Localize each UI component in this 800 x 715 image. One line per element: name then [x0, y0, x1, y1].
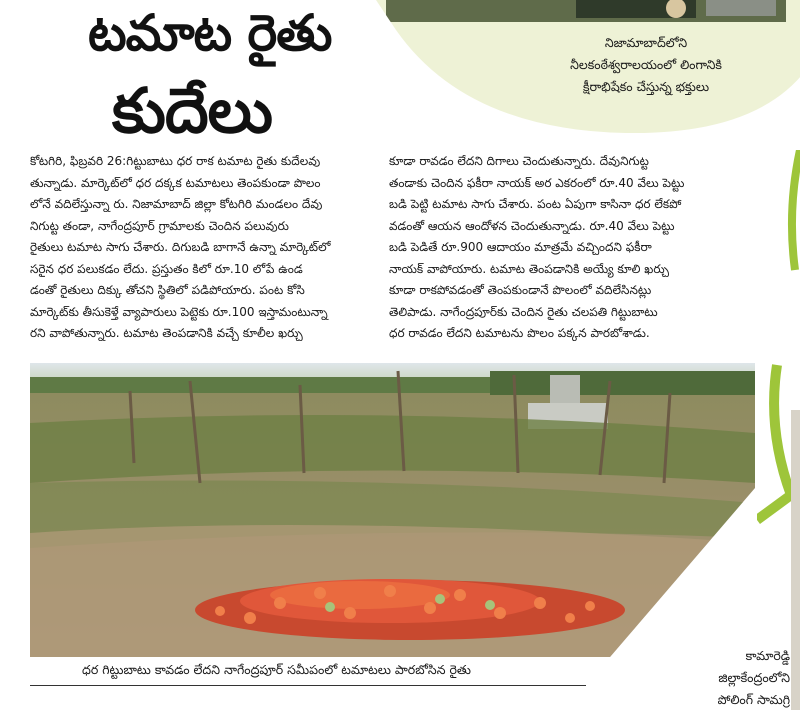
- caption-divider: [30, 685, 586, 686]
- side-caption-line-2: జిల్లాకేంద్రంలోని: [718, 670, 790, 685]
- article-line: తెలిపాడు. నాగేంద్రపూర్‌కు చెందిన రైతు చలపతి గిట్టుబాటు: [389, 304, 658, 319]
- side-caption: [640, 645, 790, 711]
- article-column-left: [30, 151, 383, 345]
- headline: [14, 0, 394, 150]
- article-line: తండాకు చెందిన ఫకీరా నాయక్ అర ఎకరంలో రూ.40 వేలు పెట్టు: [389, 175, 685, 190]
- adjacent-article-edge: [757, 150, 800, 711]
- main-photo: [30, 363, 755, 657]
- green-accent-curve: [757, 150, 800, 711]
- article-line: డంతో రైతులు దిక్కు తోచని స్థితిలో పడిపోయారు. పంట కోసి: [30, 283, 305, 297]
- article-line: కూడా రాకపోవడంతో తెంపకుండానే పొలంలో వదిలేసినట్లు: [389, 283, 652, 297]
- article-line: రైతులు టమాట సాగు చేశారు. దిగుబడి బాగానే ఉన్నా మార్కెట్‌లో: [30, 240, 331, 254]
- tomato-field-photo: [30, 363, 755, 657]
- inset-photo-block: [376, 0, 800, 135]
- article-line: బడి పెట్టి టమాట సాగు చేశారు. పంట ఏపుగా కాసినా ధర లేకపో: [389, 197, 682, 211]
- article-line: బడి పెడితే రూ.900 ఆదాయం మాత్రమే వచ్చిందని ఫకీరా: [389, 240, 652, 254]
- article-line: కూడా రావడం లేదని దిగాలు చెందుతున్నారు. దేవునిగుట్ట: [389, 154, 649, 168]
- article-column-right: [389, 151, 741, 345]
- inset-caption-line-2: నీలకంఠేశ్వరాలయంలో లింగానికి: [570, 57, 722, 72]
- side-caption-line-1: కామారెడ్డి: [745, 648, 790, 663]
- article-line: కోటగిరి, ఫిబ్రవరి 26:గిట్టుబాటు ధర రాక టమాట రైతు కుదేలవు: [30, 154, 321, 168]
- side-caption-line-3: పోలింగ్ సామగ్రి: [717, 692, 790, 707]
- photo-caption: ధర గిట్టుబాటు కావడం లేదని నాగేంద్రపూర్ సమీపంలో టమాటలు పారబోసిన రైతు: [82, 662, 471, 677]
- article-line: ధర రావడం లేదని టమాటను పొలం పక్కన పారబోశాడు.: [389, 326, 650, 340]
- headline-line-2: కుదేలు: [112, 74, 272, 147]
- inset-caption-line-3: క్షీరాభిషేకం చేస్తున్న భక్తులు: [582, 79, 710, 94]
- article-line: మార్కెట్‌కు తీసుకెళ్తే వ్యాపారులు పెట్టెకు రూ.100 ఇస్తామంటున్నా: [30, 304, 328, 319]
- article-line: నాయక్ వాపోయారు. టమాట తెంపడానికి అయ్యే కూలి ఖర్చు: [389, 261, 669, 276]
- inset-caption-line-1: నిజామాబాద్‌లోని: [604, 35, 688, 50]
- article-line: నిగుట్ట తండా, నాగేంద్రపూర్ గ్రామాలకు చెందిన పలువురు: [30, 218, 289, 233]
- headline-line-1: టమాట రైతు: [88, 4, 332, 62]
- article-line: తున్నాడు. మార్కెట్‌లో ధర దక్కక టమాటలు తెంపకుండా పొలం: [30, 175, 321, 190]
- article-line: సరైన ధర పలుకడం లేదు. ప్రస్తుతం కిలో రూ.10 లోపే ఉండ: [30, 261, 303, 276]
- article-line: లోనే వదిలేస్తున్నా రు. నిజామాబాద్ జిల్లా కోటగిరి మండలం దేవు: [30, 197, 323, 211]
- article-line: రని వాపోతున్నారు. టమాట తెంపడానికి వచ్చే కూలీల ఖర్చు: [30, 326, 303, 340]
- article-line: వడంతో ఆయన ఆందోళన చెందుతున్నాడు. రూ.40 వేలు పెట్టు: [389, 218, 675, 233]
